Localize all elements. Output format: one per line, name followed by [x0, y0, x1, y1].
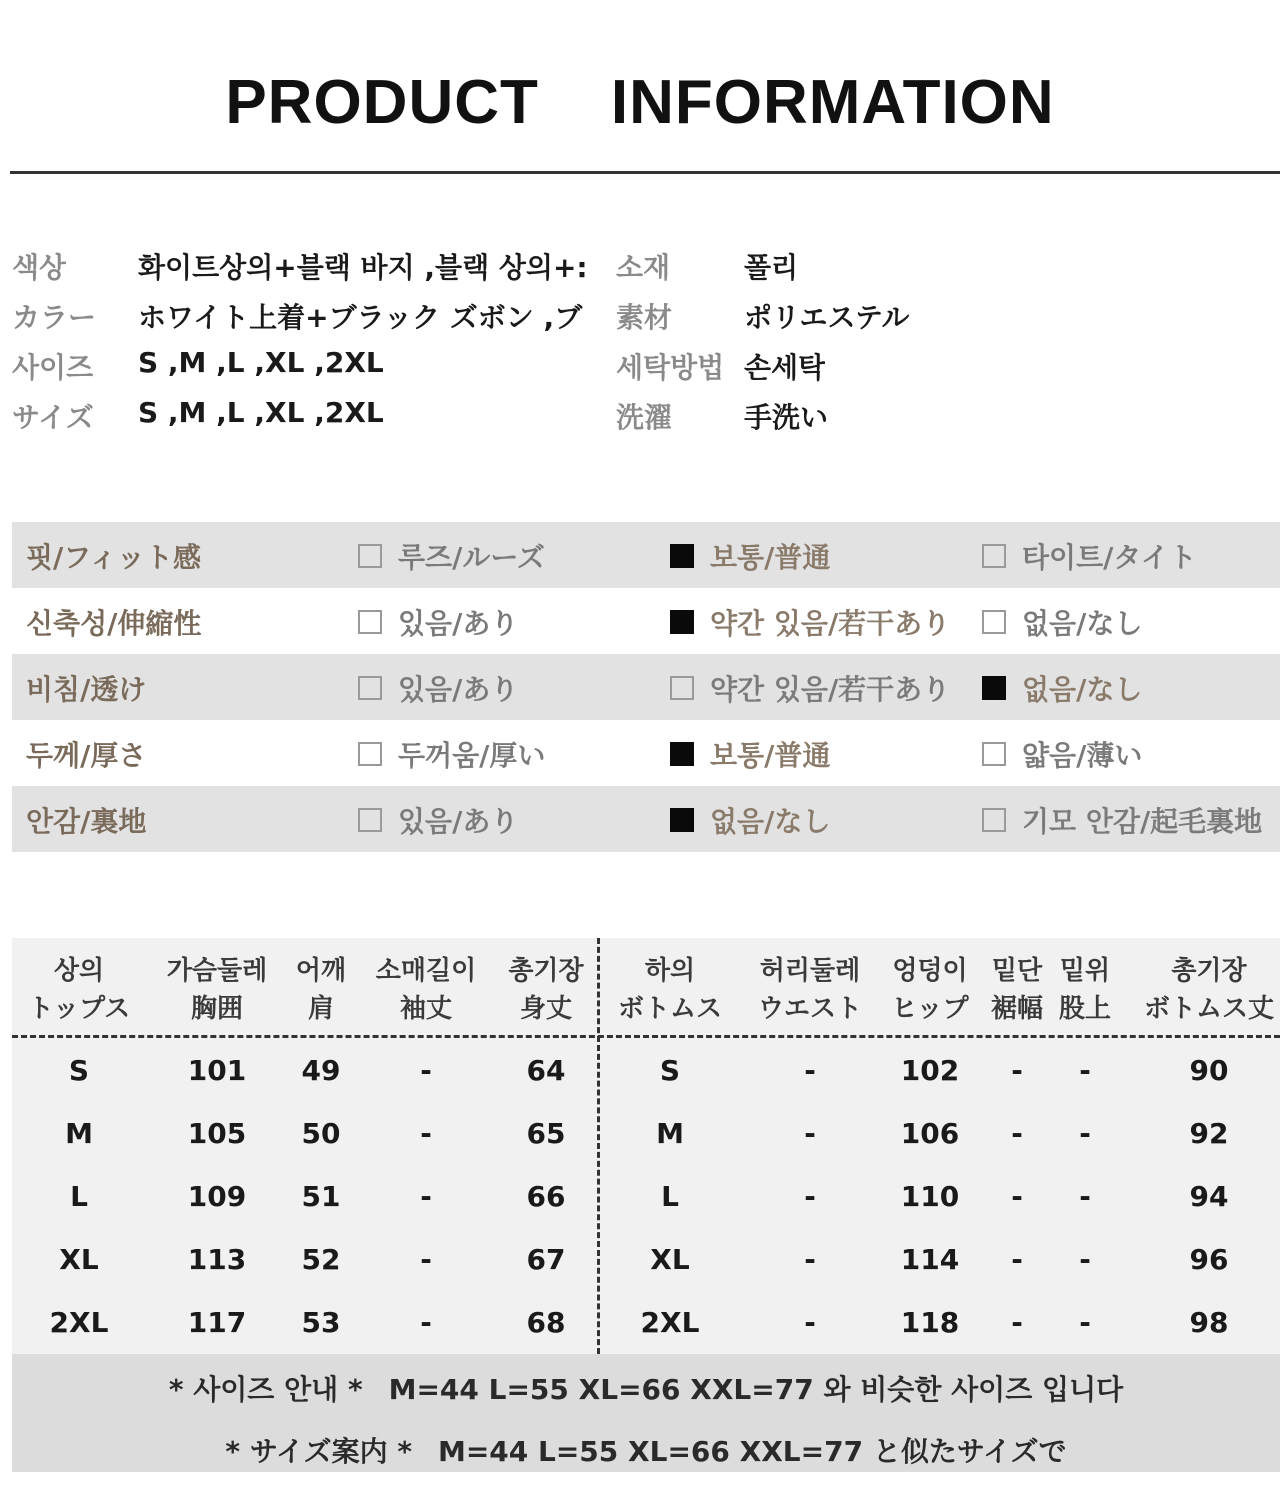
checkbox-icon	[982, 610, 1006, 634]
column-header-ko: 소매길이	[375, 956, 477, 986]
info-value: 손세탁	[744, 351, 826, 384]
checkbox-checked-icon	[670, 610, 694, 634]
table-cell: 68	[526, 1306, 566, 1339]
property-row-stretch	[12, 588, 1280, 654]
column-header-ko: 상의	[53, 956, 105, 986]
column-header-jp: 胸囲	[190, 994, 243, 1024]
property-row-thickness	[12, 720, 1280, 786]
property-option: 두꺼움/厚い	[358, 734, 545, 774]
checkbox-icon	[982, 808, 1006, 832]
table-cell: 113	[187, 1243, 247, 1276]
info-label: サイズ	[12, 401, 94, 434]
table-cell: -	[804, 1180, 816, 1213]
table-cell: 53	[301, 1306, 341, 1339]
column-header-jp: トップス	[27, 994, 131, 1024]
property-option: 있음/あり	[358, 668, 518, 708]
table-cell: 109	[187, 1180, 247, 1213]
property-label: 안감/裏地	[26, 805, 147, 838]
property-option: 보통/普通	[670, 734, 830, 774]
column-header-jp: 股上	[1058, 994, 1111, 1024]
column-header	[750, 952, 870, 1028]
checkbox-icon	[982, 742, 1006, 766]
property-option: 있음/あり	[358, 800, 518, 840]
property-label: 비침/透け	[26, 673, 147, 706]
table-cell: 51	[301, 1180, 341, 1213]
column-header-jp: ウエスト	[757, 994, 862, 1024]
checkbox-icon	[358, 676, 382, 700]
column-header-jp: ヒップ	[891, 994, 969, 1024]
table-cell: L	[70, 1180, 88, 1213]
table-cell: 2XL	[640, 1306, 700, 1339]
title-word-product: PRODUCT	[225, 67, 539, 137]
table-cell: -	[1011, 1306, 1023, 1339]
property-option: 기모 안감/起毛裏地	[982, 800, 1262, 840]
table-cell: 49	[301, 1054, 341, 1087]
size-table	[12, 938, 1280, 1354]
column-header-ko: 하의	[644, 956, 696, 986]
table-cell: 105	[187, 1117, 247, 1150]
column-header	[1055, 952, 1115, 1028]
info-label: 세탁방법	[616, 351, 725, 384]
table-cell: -	[1011, 1180, 1023, 1213]
property-option: 약간 있음/若干あり	[670, 668, 950, 708]
table-cell: -	[804, 1306, 816, 1339]
column-header-jp: ボトムス丈	[1143, 994, 1274, 1024]
property-row-fit	[12, 522, 1280, 588]
size-guide-notes	[12, 1354, 1280, 1472]
column-header	[366, 952, 486, 1028]
note-text: M=44 L=55 XL=66 XXL=77 와 비슷한 사이즈 입니다	[388, 1373, 1124, 1406]
table-cell: 65	[526, 1117, 566, 1150]
table-cell: -	[420, 1054, 432, 1087]
property-label: 두께/厚さ	[26, 739, 147, 772]
table-cell: M	[65, 1117, 93, 1150]
column-header-ko: 엉덩이	[892, 956, 968, 986]
table-cell: L	[661, 1180, 679, 1213]
table-cell: 2XL	[49, 1306, 109, 1339]
table-cell: -	[804, 1117, 816, 1150]
property-option: 타이트/タイト	[982, 536, 1197, 576]
checkbox-icon	[358, 544, 382, 568]
table-cell: 90	[1189, 1054, 1229, 1087]
table-cell: -	[804, 1054, 816, 1087]
table-cell: 114	[900, 1243, 960, 1276]
info-row-color-jp	[0, 290, 1280, 340]
info-label: カラー	[12, 301, 97, 334]
column-header	[14, 952, 144, 1028]
note-tag: * サイズ案内 *	[225, 1435, 412, 1468]
table-cell: 66	[526, 1180, 566, 1213]
table-cell: -	[1011, 1054, 1023, 1087]
column-header	[1139, 952, 1279, 1028]
column-header-jp: 裾幅	[990, 994, 1043, 1024]
table-cell: -	[1011, 1243, 1023, 1276]
info-value: ホワイト上着+ブラック ズボン ,ブ	[138, 301, 583, 334]
table-cell: 98	[1189, 1306, 1229, 1339]
property-option: 약간 있음/若干あり	[670, 602, 950, 642]
note-tag: * 사이즈 안내 *	[168, 1373, 363, 1406]
column-header	[491, 952, 601, 1028]
title-divider	[10, 171, 1280, 174]
property-option: 없음/なし	[982, 602, 1142, 642]
column-header	[987, 952, 1047, 1028]
column-header-ko: 밑단	[991, 956, 1043, 986]
property-option: 루즈/ルーズ	[358, 536, 545, 576]
table-cell: -	[1079, 1117, 1091, 1150]
info-label: 사이즈	[12, 351, 94, 384]
column-header-jp: ボトムス	[617, 994, 722, 1024]
table-cell: 92	[1189, 1117, 1229, 1150]
header-divider	[12, 1035, 1280, 1038]
column-header	[157, 952, 277, 1028]
info-label: 소재	[616, 251, 671, 284]
table-cell: XL	[59, 1243, 99, 1276]
column-header-jp: 肩	[307, 994, 334, 1024]
property-option: 없음/なし	[982, 668, 1142, 708]
column-header-ko: 총기장	[508, 956, 584, 986]
table-cell: -	[1079, 1243, 1091, 1276]
note-text: M=44 L=55 XL=66 XXL=77 と似たサイズで	[437, 1435, 1067, 1468]
column-header-ko: 밑위	[1059, 956, 1111, 986]
property-label: 핏/フィット感	[26, 541, 202, 574]
size-guide-note-ko	[12, 1368, 1280, 1408]
checkbox-icon	[670, 676, 694, 700]
info-value: ポリエステル	[744, 301, 910, 334]
page-title	[0, 62, 1280, 142]
checkbox-icon	[982, 544, 1006, 568]
checkbox-checked-icon	[670, 808, 694, 832]
table-cell: -	[804, 1243, 816, 1276]
info-value: 手洗い	[744, 401, 829, 434]
column-header-ko: 허리둘레	[759, 956, 861, 986]
property-row-transparency	[12, 654, 1280, 720]
table-cell: -	[420, 1306, 432, 1339]
column-header-ko: 어깨	[295, 956, 347, 986]
table-cell: 102	[900, 1054, 960, 1087]
column-header	[610, 952, 730, 1028]
column-header	[286, 952, 356, 1028]
info-row-size-ko	[0, 340, 1280, 390]
table-cell: -	[1079, 1054, 1091, 1087]
title-word-information: INFORMATION	[610, 67, 1055, 137]
table-cell: XL	[650, 1243, 690, 1276]
table-cell: -	[420, 1243, 432, 1276]
info-value: 화이트상의+블랙 바지 ,블랙 상의+:	[138, 251, 588, 284]
column-header-ko: 총기장	[1171, 956, 1247, 986]
table-cell: -	[1079, 1180, 1091, 1213]
info-label: 洗濯	[616, 401, 673, 434]
info-row-color-ko	[0, 240, 1280, 290]
table-cell: S	[659, 1054, 681, 1087]
info-value: S ,M ,L ,XL ,2XL	[138, 396, 384, 429]
table-cell: 101	[187, 1054, 247, 1087]
table-cell: S	[68, 1054, 90, 1087]
info-value: S ,M ,L ,XL ,2XL	[138, 346, 384, 379]
table-cell: 64	[526, 1054, 566, 1087]
table-cell: 106	[900, 1117, 960, 1150]
column-header-ko: 가슴둘레	[166, 956, 268, 986]
table-cell: -	[1011, 1117, 1023, 1150]
table-cell: 96	[1189, 1243, 1229, 1276]
property-option: 없음/なし	[670, 800, 830, 840]
table-cell: 94	[1189, 1180, 1229, 1213]
checkbox-checked-icon	[982, 676, 1006, 700]
column-header	[875, 952, 985, 1028]
size-guide-note-jp	[12, 1430, 1280, 1470]
info-row-size-jp	[0, 390, 1280, 440]
table-cell: 67	[526, 1243, 566, 1276]
table-cell: 117	[187, 1306, 247, 1339]
property-option: 보통/普通	[670, 536, 830, 576]
table-cell: M	[656, 1117, 684, 1150]
checkbox-checked-icon	[670, 544, 694, 568]
property-option: 얇음/薄い	[982, 734, 1142, 774]
table-cell: 52	[301, 1243, 341, 1276]
table-cell: 110	[900, 1180, 960, 1213]
table-cell: -	[420, 1117, 432, 1150]
table-cell: 118	[900, 1306, 960, 1339]
checkbox-icon	[358, 610, 382, 634]
info-value: 폴리	[744, 251, 799, 284]
checkbox-icon	[358, 808, 382, 832]
table-cell: 50	[301, 1117, 341, 1150]
checkbox-icon	[358, 742, 382, 766]
info-label: 素材	[616, 301, 673, 334]
property-option: 있음/あり	[358, 602, 518, 642]
property-row-lining	[12, 786, 1280, 852]
column-header-jp: 袖丈	[399, 994, 452, 1024]
table-cell: -	[1079, 1306, 1091, 1339]
checkbox-checked-icon	[670, 742, 694, 766]
table-cell: -	[420, 1180, 432, 1213]
property-label: 신축성/伸縮性	[26, 607, 202, 640]
column-header-jp: 身丈	[519, 994, 572, 1024]
info-label: 색상	[12, 251, 67, 284]
